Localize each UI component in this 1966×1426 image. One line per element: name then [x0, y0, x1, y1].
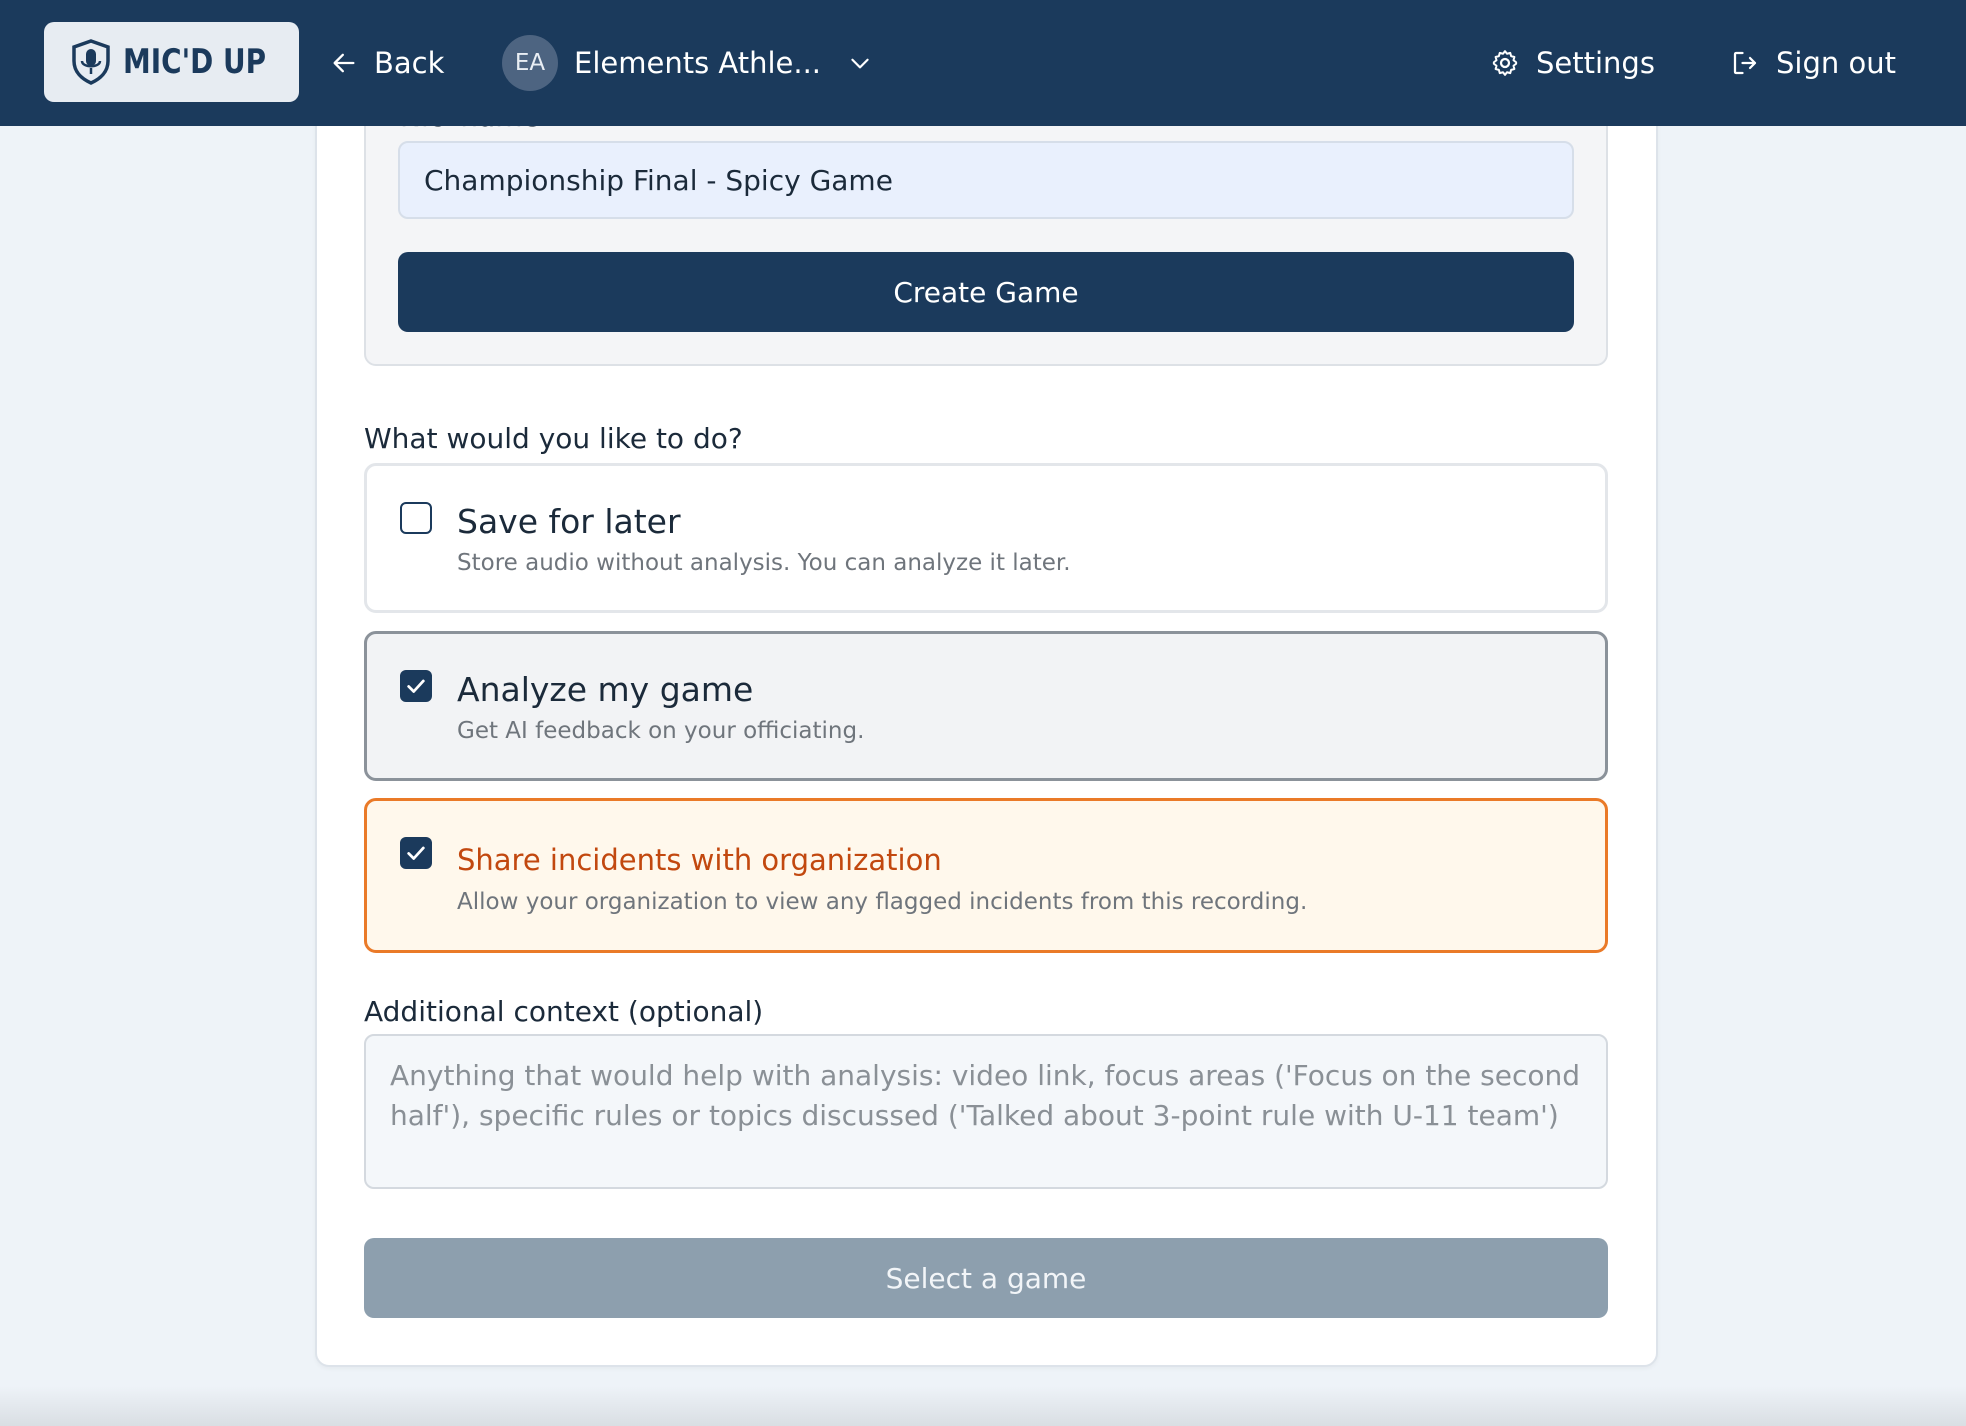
check-icon: [405, 675, 427, 697]
option-share-incidents[interactable]: [364, 798, 1608, 953]
arrow-left-icon: [330, 49, 358, 77]
settings-link[interactable]: [1490, 0, 1655, 126]
microphone-shield-icon: [71, 39, 111, 85]
sign-out-icon: [1730, 48, 1760, 78]
org-name: Elements Athle...: [574, 46, 822, 80]
top-nav-bar: [0, 0, 1966, 126]
option-title: Save for later: [457, 502, 681, 541]
check-icon: [405, 842, 427, 864]
back-label: Back: [374, 46, 445, 80]
sign-out-label: Sign out: [1776, 46, 1896, 80]
back-button[interactable]: [330, 0, 444, 126]
select-game-button[interactable]: Select a game: [364, 1238, 1608, 1318]
option-analyze-game[interactable]: [364, 631, 1608, 781]
option-description: Get AI feedback on your officiating.: [457, 718, 865, 744]
action-question: What would you like to do?: [364, 422, 743, 455]
share-incidents-checkbox[interactable]: [400, 837, 432, 869]
option-description: Store audio without analysis. You can analyze it later.: [457, 550, 1071, 576]
logo-button[interactable]: [44, 22, 299, 102]
chevron-down-icon: [847, 50, 873, 76]
org-avatar: EA: [502, 35, 558, 91]
nickname-input[interactable]: [398, 141, 1574, 219]
logo-text: MIC'D UP: [123, 42, 267, 82]
save-for-later-checkbox[interactable]: [400, 502, 432, 534]
analyze-game-checkbox[interactable]: [400, 670, 432, 702]
additional-context-label: Additional context (optional): [364, 995, 764, 1028]
create-game-button[interactable]: Create Game: [398, 252, 1574, 332]
bottom-shadow: [0, 1386, 1966, 1426]
option-save-for-later[interactable]: [364, 463, 1608, 613]
settings-label: Settings: [1536, 46, 1655, 80]
gear-icon: [1490, 48, 1520, 78]
option-title: Analyze my game: [457, 670, 754, 709]
option-description: Allow your organization to view any flagged incidents from this recording.: [457, 889, 1308, 915]
sign-out-link[interactable]: [1730, 0, 1896, 126]
organization-switcher[interactable]: [502, 0, 873, 126]
option-title: Share incidents with organization: [457, 843, 942, 877]
additional-context-textarea[interactable]: [364, 1034, 1608, 1189]
